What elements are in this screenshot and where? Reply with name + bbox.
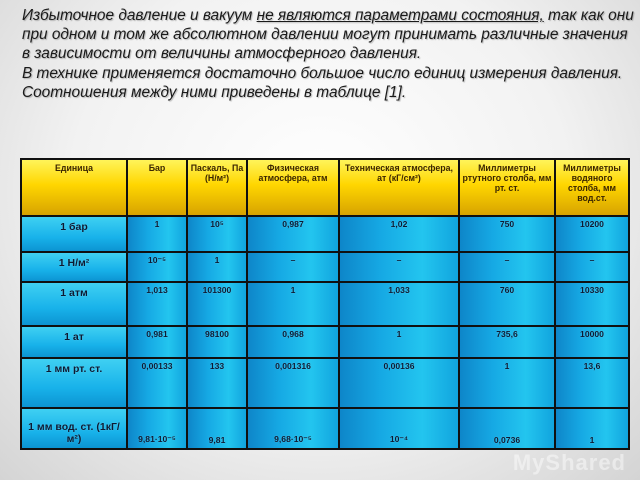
- table-cell: 10000: [556, 327, 628, 357]
- table-row: [22, 217, 628, 251]
- table-cell: 10⁵: [188, 217, 246, 251]
- table-cell: 1,013: [128, 283, 186, 325]
- row-unit: 1 бар: [22, 217, 126, 251]
- row-unit: 1 Н/м²: [22, 253, 126, 281]
- header-bar: Бар: [128, 160, 186, 215]
- table-row: [22, 359, 628, 407]
- table-cell: –: [460, 253, 554, 281]
- table-cell: 0,001316: [248, 359, 338, 407]
- table-cell: –: [340, 253, 458, 281]
- intro-paragraph-2: В технике применяется достаточно большое число единиц измерения давления. Соотношения между ними приведены в таблице [1].: [22, 64, 623, 101]
- table-row: [22, 253, 628, 281]
- row-unit: 1 атм: [22, 283, 126, 325]
- table-header-row: [22, 160, 628, 215]
- row-unit: 1 ат: [22, 327, 126, 357]
- table-cell: 750: [460, 217, 554, 251]
- table-cell: 0,00136: [340, 359, 458, 407]
- header-physical-atm: Физическая атмосфера, атм: [248, 160, 338, 215]
- table-cell: 9,81: [188, 409, 246, 448]
- table-row: [22, 283, 628, 325]
- table-cell: 9,81·10⁻⁵: [128, 409, 186, 448]
- pressure-units-table: [20, 158, 630, 450]
- table-cell: 1: [248, 283, 338, 325]
- table-cell: 1,033: [340, 283, 458, 325]
- intro-paragraph-1: [22, 6, 634, 64]
- table-cell: 9,68·10⁻⁵: [248, 409, 338, 448]
- row-unit: 1 мм вод. ст. (1кГ/м²): [22, 409, 126, 448]
- row-unit: 1 мм рт. ст.: [22, 359, 126, 407]
- table-cell: 1: [340, 327, 458, 357]
- table-cell: 0,987: [248, 217, 338, 251]
- table-cell: 0,968: [248, 327, 338, 357]
- intro-text: [22, 6, 634, 102]
- table-cell: –: [248, 253, 338, 281]
- table-cell: 10⁻⁴: [340, 409, 458, 448]
- table-cell: 1: [460, 359, 554, 407]
- table-cell: 0,00133: [128, 359, 186, 407]
- header-technical-atm: Техническая атмосфера, ат (кГ/см²): [340, 160, 458, 215]
- table-cell: 98100: [188, 327, 246, 357]
- intro-p1-after: так как они при одном и том же абсолютном давлении могут принимать различные значения в зависимости от величины атмосферного давления.: [22, 7, 634, 63]
- table-cell: 0,981: [128, 327, 186, 357]
- watermark-logo: MyShared: [512, 450, 626, 475]
- table-cell: 1,02: [340, 217, 458, 251]
- table-cell: 133: [188, 359, 246, 407]
- intro-p1-underlined: не являются параметрами состояния,: [256, 7, 544, 24]
- table-cell: 1: [128, 217, 186, 251]
- header-unit: Единица: [22, 160, 126, 215]
- table-cell: 10⁻⁵: [128, 253, 186, 281]
- table-row: [22, 409, 628, 448]
- table-cell: 10200: [556, 217, 628, 251]
- table-cell: 0,0736: [460, 409, 554, 448]
- table-cell: 760: [460, 283, 554, 325]
- table-cell: 1: [556, 409, 628, 448]
- header-pascal: Паскаль, Па (Н/м²): [188, 160, 246, 215]
- table-row: [22, 327, 628, 357]
- table-cell: –: [556, 253, 628, 281]
- table-cell: 13,6: [556, 359, 628, 407]
- intro-p1-before: Избыточное давление и вакуум: [22, 7, 257, 24]
- table-cell: 101300: [188, 283, 246, 325]
- header-mm-hg: Миллиметры ртутного столба, мм рт. ст.: [460, 160, 554, 215]
- table-cell: 10330: [556, 283, 628, 325]
- table-cell: 1: [188, 253, 246, 281]
- table-cell: 735,6: [460, 327, 554, 357]
- header-mm-water: Миллиметры водяного столба, мм вод.ст.: [556, 160, 628, 215]
